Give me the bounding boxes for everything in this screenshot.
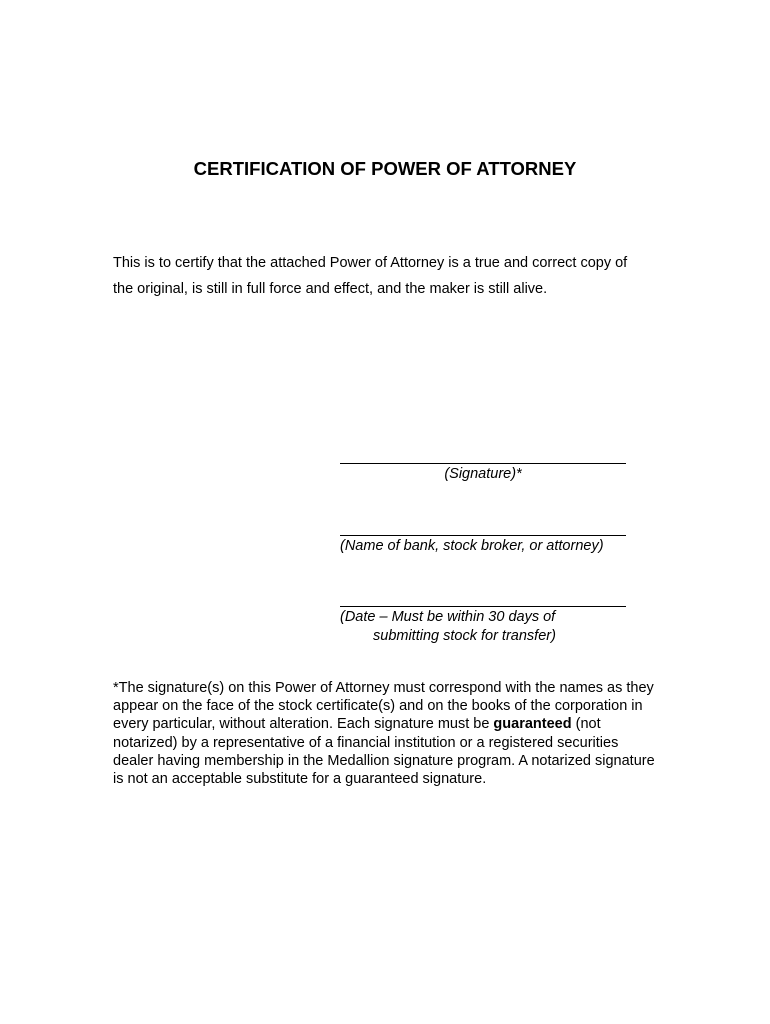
date-label-line-2: submitting stock for transfer) bbox=[373, 628, 556, 644]
signature-line[interactable] bbox=[340, 463, 626, 464]
bank-name-label: (Name of bank, stock broker, or attorney) bbox=[340, 538, 604, 554]
date-field bbox=[340, 606, 626, 646]
certification-statement-line-1: This is to certify that the attached Power of Attorney is a true and correct copy of bbox=[113, 255, 628, 271]
signature-label: (Signature)* bbox=[444, 466, 522, 482]
certification-statement bbox=[113, 250, 673, 302]
footnote-emphasis-guaranteed: guaranteed bbox=[493, 716, 572, 733]
certification-statement-line-2: the original, is still in full force and effect, and the maker is still alive. bbox=[113, 281, 548, 297]
footnote-lead-text: *The signature(s) on this Power of Attorney must correspond with the names as they appear on the face of the stock certificate(s) and on the books of the corporation in every particular, without alteration. Each signature must be bbox=[113, 680, 654, 733]
signature-field bbox=[340, 463, 626, 484]
date-label-line-1: (Date – Must be within 30 days of bbox=[340, 609, 556, 625]
bank-name-field bbox=[340, 535, 626, 556]
signature-guarantee-footnote bbox=[113, 679, 658, 788]
footnote-tail-text: (not notarized) by a representative of a financial institution or a registered securities dealer having membership in the Medallion signature program. A notarized signature is not an acceptable substitute for a guaranteed signature. bbox=[113, 716, 655, 788]
date-line[interactable] bbox=[340, 606, 626, 607]
bank-name-line[interactable] bbox=[340, 535, 626, 536]
date-label bbox=[340, 608, 626, 646]
document-title: CERTIFICATION OF POWER OF ATTORNEY bbox=[193, 158, 577, 179]
